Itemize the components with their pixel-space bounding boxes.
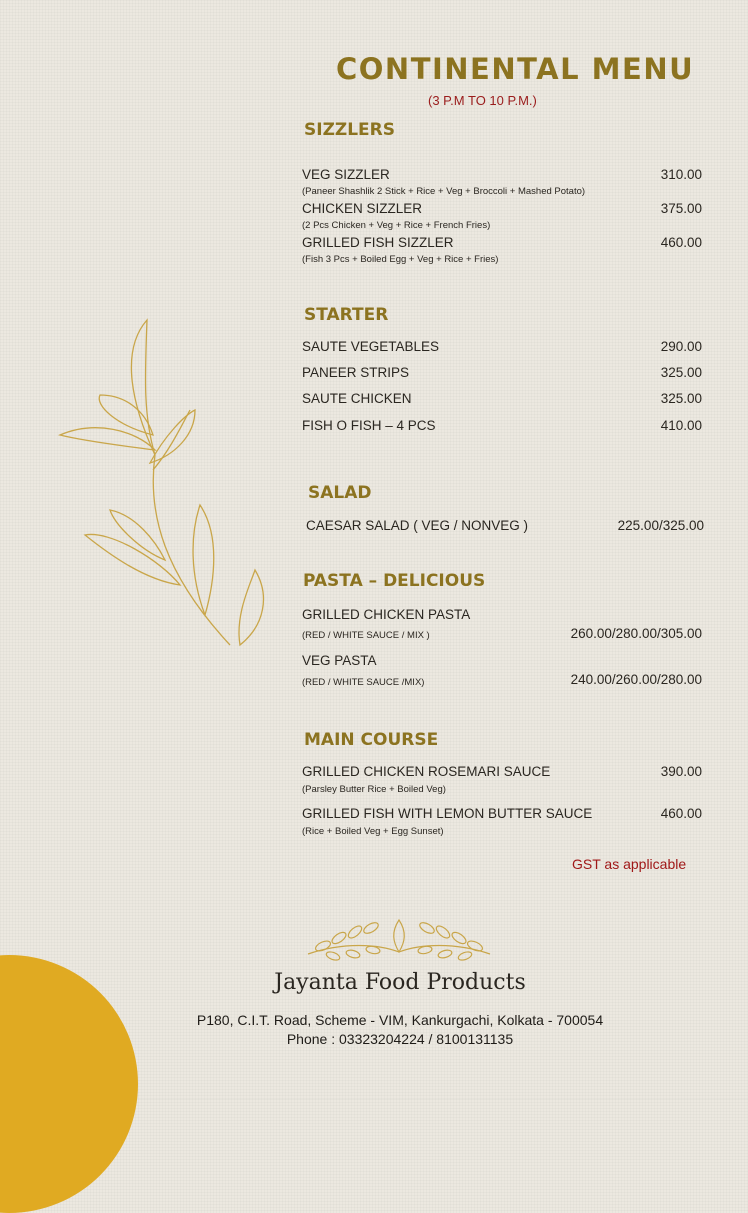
menu-item-name: GRILLED FISH SIZZLER: [302, 235, 454, 250]
menu-item-description: (RED / WHITE SAUCE /MIX): [302, 677, 425, 688]
menu-item-name: GRILLED FISH WITH LEMON BUTTER SAUCE: [302, 806, 593, 821]
laurel-ornament-icon: [303, 912, 495, 964]
section-heading-sizzlers: SIZZLERS: [304, 120, 396, 140]
phone-number: Phone : 03323204224 / 8100131135: [286, 1031, 514, 1047]
menu-item-description: (RED / WHITE SAUCE / MIX ): [302, 630, 430, 641]
menu-item-price: 460.00: [660, 806, 702, 821]
brand-name: Jayanta Food Products: [274, 970, 526, 995]
section-heading-pasta: PASTA – DELICIOUS: [303, 571, 486, 591]
menu-item-name: GRILLED CHICKEN ROSEMARI SAUCE: [302, 764, 551, 779]
menu-item-name: SAUTE VEGETABLES: [302, 339, 440, 354]
section-heading-starter: STARTER: [304, 305, 389, 325]
menu-item-price: 290.00: [660, 339, 702, 354]
section-heading-salad: SALAD: [308, 483, 372, 503]
menu-item-name: VEG SIZZLER: [302, 167, 390, 182]
menu-item-description: (2 Pcs Chicken + Veg + Rice + French Fries): [302, 220, 491, 231]
menu-item-description: (Fish 3 Pcs + Boiled Egg + Veg + Rice + Fries): [302, 254, 499, 265]
address: P180, C.I.T. Road, Scheme - VIM, Kankurgachi, Kolkata - 700054: [196, 1012, 604, 1028]
menu-item-name: GRILLED CHICKEN PASTA: [302, 607, 471, 622]
service-hours: (3 P.M TO 10 P.M.): [428, 93, 537, 108]
menu-item-price: 225.00/325.00: [617, 518, 704, 533]
menu-item-name: FISH O FISH – 4 PCS: [302, 418, 436, 433]
menu-title: CONTINENTAL MENU: [336, 52, 695, 86]
menu-item-price: 375.00: [660, 201, 702, 216]
menu-item-name: CAESAR SALAD ( VEG / NONVEG ): [306, 518, 529, 533]
menu-item-description: (Paneer Shashlik 2 Stick + Rice + Veg + Broccoli + Mashed Potato): [302, 186, 586, 197]
section-heading-main-course: MAIN COURSE: [304, 730, 439, 750]
menu-item-description: (Parsley Butter Rice + Boiled Veg): [302, 784, 446, 795]
menu-item-price: 310.00: [660, 167, 702, 182]
menu-item-price: 240.00/260.00/280.00: [570, 672, 702, 687]
menu-item-description: (Rice + Boiled Veg + Egg Sunset): [302, 826, 444, 837]
leaf-branch-decoration-icon: [55, 315, 280, 650]
menu-item-price: 325.00: [660, 365, 702, 380]
menu-item-price: 325.00: [660, 391, 702, 406]
menu-item-name: PANEER STRIPS: [302, 365, 410, 380]
menu-item-price: 260.00/280.00/305.00: [570, 626, 702, 641]
gst-note: GST as applicable: [572, 856, 687, 872]
menu-item-price: 410.00: [660, 418, 702, 433]
menu-item-name: VEG PASTA: [302, 653, 377, 668]
menu-item-price: 390.00: [660, 764, 702, 779]
menu-item-price: 460.00: [660, 235, 702, 250]
menu-item-name: CHICKEN SIZZLER: [302, 201, 423, 216]
menu-item-name: SAUTE CHICKEN: [302, 391, 412, 406]
